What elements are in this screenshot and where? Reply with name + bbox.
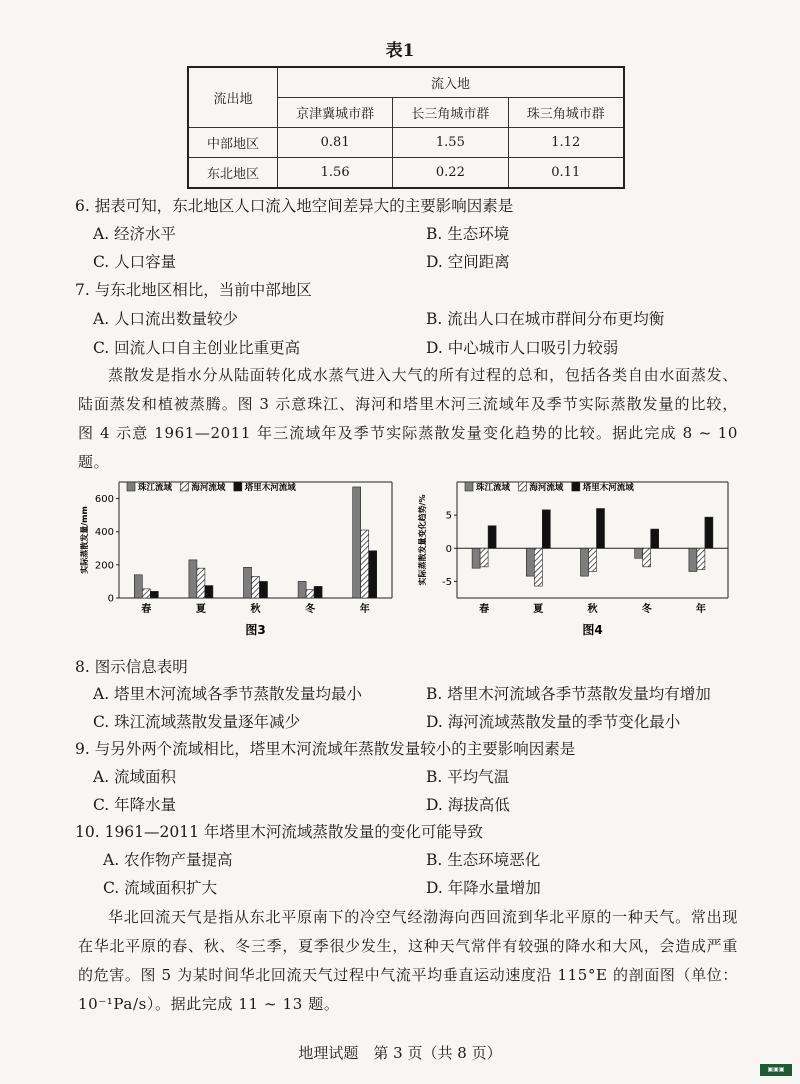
question-9-option-d: D. 海拔高低: [426, 796, 510, 814]
bar-1: [581, 548, 589, 576]
legend-label: 珠江流域: [138, 483, 173, 493]
y-tick-label: 600: [94, 494, 114, 506]
question-8-option-c: C. 珠江流域蒸散发量逐年减少: [93, 713, 301, 731]
y-tick-label: 400: [94, 527, 114, 539]
x-tick-label: 春: [141, 604, 152, 615]
bar-2: [480, 548, 488, 567]
question-10-option-a: A. 农作物产量提高: [103, 851, 233, 869]
col-header: 珠三角城市群: [508, 98, 624, 128]
question-7-option-b: B. 流出人口在城市群间分布更均衡: [426, 310, 665, 328]
question-10-option-c: C. 流域面积扩大: [103, 879, 218, 897]
page-footer: 地理试题 第 3 页（共 8 页）: [298, 1044, 502, 1062]
table-cell: 1.55: [393, 128, 508, 158]
bar-3: [597, 509, 605, 549]
question-7-option-d: D. 中心城市人口吸引力较弱: [426, 339, 619, 357]
question-9-option-b: B. 平均气温: [426, 768, 510, 786]
bar-3: [488, 526, 496, 549]
legend-swatch: [180, 482, 188, 491]
watermark-badge: ▣▣▣: [760, 1064, 792, 1076]
table-1: [187, 66, 625, 189]
question-8-option-b: B. 塔里木河流域各季节蒸散发量均有增加: [426, 685, 711, 703]
legend-swatch: [572, 482, 580, 491]
question-7-stem: 7. 与东北地区相比，当前中部地区: [75, 281, 312, 299]
y-tick-label: 0: [107, 593, 114, 605]
question-6-option-d: D. 空间距离: [426, 253, 510, 271]
legend-swatch: [465, 482, 473, 491]
bar-1: [472, 548, 480, 568]
bar-3: [369, 551, 377, 598]
bar-3: [314, 586, 322, 598]
passage-evapotranspiration: [78, 361, 738, 477]
question-8-option-a: A. 塔里木河流域各季节蒸散发量均最小: [93, 685, 363, 703]
y-tick-label: 200: [94, 560, 114, 572]
question-9-option-a: A. 流域面积: [93, 768, 177, 786]
figure-3-chart: [72, 474, 402, 649]
legend-label: 塔里木河流域: [582, 483, 634, 493]
bar-1: [189, 560, 197, 598]
bar-2: [252, 576, 260, 598]
row-label: 中部地区: [188, 128, 278, 158]
legend-label: 海河流域: [529, 483, 564, 493]
legend-label: 海河流域: [191, 483, 226, 493]
bar-3: [150, 591, 158, 598]
x-tick-label: 冬: [305, 604, 316, 615]
question-6-stem: 6. 据表可知，东北地区人口流入地空间差异大的主要影响因素是: [75, 197, 514, 215]
question-10-option-b: B. 生态环境恶化: [426, 851, 541, 869]
table-row: [188, 128, 624, 158]
x-tick-label: 年: [359, 604, 370, 615]
question-7-option-c: C. 回流人口自主创业比重更高: [93, 339, 301, 357]
bar-3: [542, 510, 550, 548]
bar-3: [705, 517, 713, 548]
bar-1: [298, 581, 306, 598]
bar-1: [353, 487, 361, 598]
question-8-stem: 8. 图示信息表明: [75, 658, 188, 676]
table-row: [188, 158, 624, 189]
question-9-stem: 9. 与另外两个流域相比，塔里木河流域年蒸散发量较小的主要影响因素是: [75, 740, 576, 758]
bar-1: [635, 548, 643, 558]
row-header: 流出地: [188, 67, 278, 128]
bar-1: [526, 548, 534, 576]
table-caption: 表1: [385, 41, 415, 61]
bar-3: [651, 529, 659, 548]
question-8-option-d: D. 海河流域蒸散发量的季节变化最小: [426, 713, 681, 731]
x-tick-label: 冬: [641, 604, 652, 615]
figure-caption: 图4: [582, 623, 603, 637]
x-tick-label: 秋: [587, 604, 598, 615]
bar-2: [142, 589, 150, 598]
passage-north-china-backflow: [78, 903, 738, 1019]
figure-4-chart: [412, 474, 738, 649]
row-label: 东北地区: [188, 158, 278, 189]
bar-2: [589, 548, 597, 571]
col-group-header: 流入地: [278, 67, 625, 98]
bar-2: [197, 568, 205, 598]
col-header: 长三角城市群: [393, 98, 508, 128]
table-cell: 0.11: [508, 158, 624, 189]
bar-1: [689, 548, 697, 571]
col-header: 京津冀城市群: [278, 98, 393, 128]
bar-3: [205, 586, 213, 598]
question-9-option-c: C. 年降水量: [93, 796, 177, 814]
passage-2-text: 华北回流天气是指从东北平原南下的冷空气经渤海向西回流到华北平原的一种天气。常出现在华北平原的春、秋、冬三季，夏季很少发生，这种天气常伴有较强的降水和大风，会造成严重的危害。图 5 为某时间华北回流天气过程中气流平均垂直运动速度沿 115°E 的剖面图（单位：10⁻¹Pa/s）。据此完成 11 ~ 13 题。: [78, 908, 738, 1013]
y-tick-label: 5: [445, 510, 452, 522]
bar-1: [134, 575, 142, 598]
y-axis-label: 实际蒸散发量/mm: [80, 506, 89, 574]
bar-2: [643, 548, 651, 567]
bar-1: [244, 567, 252, 598]
legend-swatch: [234, 482, 242, 491]
question-6-option-b: B. 生态环境: [426, 225, 510, 243]
question-7-option-a: A. 人口流出数量较少: [93, 310, 239, 328]
bar-2: [534, 548, 542, 586]
bar-2: [697, 548, 705, 569]
legend-label: 塔里木河流域: [244, 483, 296, 493]
x-tick-label: 夏: [533, 604, 544, 615]
question-6-option-c: C. 人口容量: [93, 253, 177, 271]
table-cell: 0.81: [278, 128, 393, 158]
bar-3: [260, 581, 268, 598]
x-tick-label: 夏: [195, 604, 206, 615]
question-6-option-a: A. 经济水平: [93, 225, 177, 243]
y-tick-label: 0: [445, 543, 452, 555]
table-cell: 1.56: [278, 158, 393, 189]
question-10-stem: 10. 1961—2011 年塔里木河流域蒸散发量的变化可能导致: [75, 823, 483, 841]
question-10-option-d: D. 年降水量增加: [426, 879, 541, 897]
table-cell: 1.12: [508, 128, 624, 158]
x-tick-label: 秋: [250, 604, 261, 615]
bar-2: [361, 530, 369, 598]
legend-swatch: [127, 482, 135, 491]
legend-label: 珠江流域: [476, 483, 511, 493]
table-cell: 0.22: [393, 158, 508, 189]
passage-1-text: 蒸散发是指水分从陆面转化成水蒸气进入大气的所有过程的总和，包括各类自由水面蒸发、陆面蒸发和植被蒸腾。图 3 示意珠江、海河和塔里木河三流域年及季节实际蒸散发量的比较，图 4 示意 1961—2011 年三流域年及季节实际蒸散发量变化趋势的比较。据此完成 8 ~ 10 题。: [78, 366, 738, 471]
y-axis-label: 实际蒸散发量变化趋势/%: [418, 494, 427, 586]
bar-2: [306, 590, 314, 598]
x-tick-label: 春: [479, 604, 490, 615]
legend-swatch: [518, 482, 526, 491]
figure-caption: 图3: [245, 623, 266, 637]
y-tick-label: -5: [442, 576, 452, 588]
x-tick-label: 年: [695, 604, 706, 615]
